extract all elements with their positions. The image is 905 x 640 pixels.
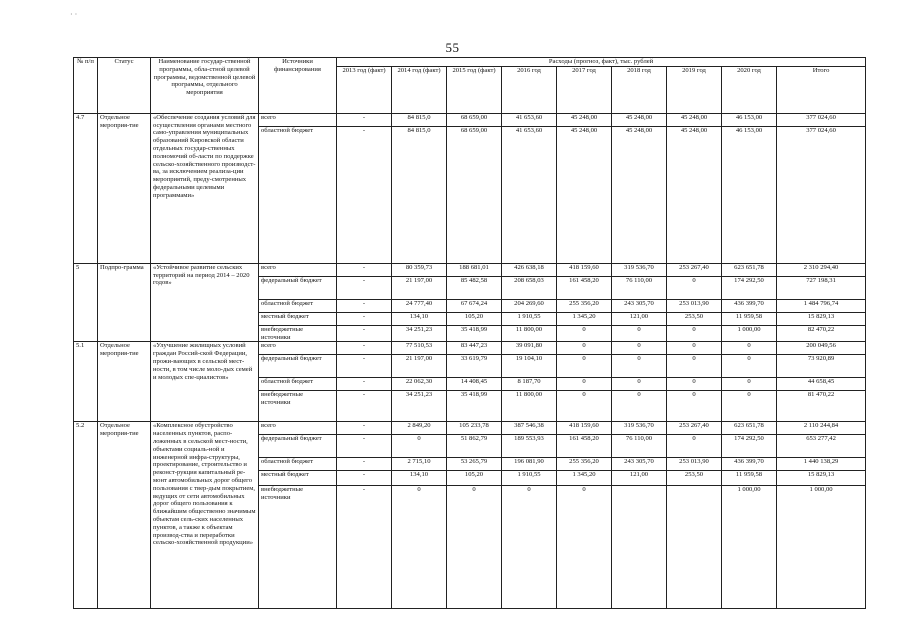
row-value: 1 000,00 xyxy=(722,486,777,609)
table-row xyxy=(74,422,866,435)
row-source: всего xyxy=(259,113,337,126)
row-value: 35 418,99 xyxy=(447,391,502,422)
row-value: 68 659,00 xyxy=(447,113,502,126)
row-value: 2 849,20 xyxy=(392,422,447,435)
row-value: 45 248,00 xyxy=(667,126,722,263)
row-name: «Устойчивое развитие сельских территорий на период 2014 – 2020 годов» xyxy=(151,263,259,342)
row-source: федеральный бюджет xyxy=(259,435,337,458)
row-value: 14 408,45 xyxy=(447,378,502,391)
row-value: - xyxy=(337,276,392,299)
row-source: областной бюджет xyxy=(259,378,337,391)
row-value: 1 000,00 xyxy=(777,486,866,609)
header-year: 2015 год (факт) xyxy=(447,66,502,113)
row-value: 24 777,40 xyxy=(392,299,447,312)
row-value: 22 062,30 xyxy=(392,378,447,391)
row-value: 105,20 xyxy=(447,471,502,486)
row-value: 0 xyxy=(667,342,722,355)
row-value: 45 248,00 xyxy=(612,113,667,126)
row-value: 105 233,78 xyxy=(447,422,502,435)
row-value: 174 292,50 xyxy=(722,435,777,458)
row-value: 319 536,70 xyxy=(612,422,667,435)
row-value: 85 482,58 xyxy=(447,276,502,299)
row-code: 5 xyxy=(74,263,98,342)
row-value: 0 xyxy=(612,378,667,391)
row-value: 0 xyxy=(667,276,722,299)
row-value: 253,50 xyxy=(667,471,722,486)
row-value: 11 800,00 xyxy=(502,391,557,422)
row-value: 319 536,70 xyxy=(612,263,667,276)
header-num: № п/п xyxy=(74,58,98,114)
row-value: 2 110 244,84 xyxy=(777,422,866,435)
row-value: 41 653,60 xyxy=(502,113,557,126)
row-value: 11 959,58 xyxy=(722,312,777,325)
header-year: 2013 год (факт) xyxy=(337,66,392,113)
row-value: - xyxy=(337,355,392,378)
row-value: 0 xyxy=(612,391,667,422)
row-value: 0 xyxy=(557,355,612,378)
row-value: 35 418,99 xyxy=(447,325,502,342)
row-status: Отдельное мероприя-тие xyxy=(98,342,151,422)
table-row xyxy=(74,342,866,355)
header-status: Статус xyxy=(98,58,151,114)
row-value: 0 xyxy=(447,486,502,609)
row-value: - xyxy=(337,458,392,471)
row-code: 4.7 xyxy=(74,113,98,263)
row-value: 161 458,20 xyxy=(557,435,612,458)
row-value: 121,00 xyxy=(612,471,667,486)
row-value: 253 267,40 xyxy=(667,263,722,276)
row-value: 45 248,00 xyxy=(667,113,722,126)
row-value: 0 xyxy=(612,325,667,342)
row-value: 0 xyxy=(722,378,777,391)
row-value: 77 510,53 xyxy=(392,342,447,355)
row-value: 196 081,90 xyxy=(502,458,557,471)
row-value: 11 800,00 xyxy=(502,325,557,342)
row-value: 1 484 796,74 xyxy=(777,299,866,312)
row-value: 76 110,00 xyxy=(612,435,667,458)
row-value: 377 024,60 xyxy=(777,126,866,263)
row-value: 653 277,42 xyxy=(777,435,866,458)
row-value: - xyxy=(337,422,392,435)
row-value: 0 xyxy=(667,378,722,391)
row-value: 204 269,60 xyxy=(502,299,557,312)
budget-table xyxy=(73,57,866,609)
row-source: федеральный бюджет xyxy=(259,355,337,378)
row-value: 105,20 xyxy=(447,312,502,325)
row-value: 41 653,60 xyxy=(502,126,557,263)
row-value: - xyxy=(337,435,392,458)
row-value: 84 815,0 xyxy=(392,113,447,126)
row-value: 1 440 138,29 xyxy=(777,458,866,471)
row-value: 0 xyxy=(667,355,722,378)
row-value: 253 013,90 xyxy=(667,299,722,312)
row-value: 80 359,73 xyxy=(392,263,447,276)
row-value: 208 658,03 xyxy=(502,276,557,299)
row-source: федеральный бюджет xyxy=(259,276,337,299)
row-value: 189 553,93 xyxy=(502,435,557,458)
row-value xyxy=(667,486,722,609)
row-source: местный бюджет xyxy=(259,471,337,486)
row-value: 253,50 xyxy=(667,312,722,325)
row-value: 67 674,24 xyxy=(447,299,502,312)
row-value: - xyxy=(337,378,392,391)
row-value: 11 959,58 xyxy=(722,471,777,486)
row-source: внебюджетные источники xyxy=(259,391,337,422)
row-value: 45 248,00 xyxy=(557,126,612,263)
row-status: Подпро-грамма xyxy=(98,263,151,342)
row-value: 0 xyxy=(667,391,722,422)
row-value: 34 251,23 xyxy=(392,325,447,342)
header-year: 2020 год xyxy=(722,66,777,113)
row-source: всего xyxy=(259,422,337,435)
row-value: 81 470,22 xyxy=(777,391,866,422)
row-value: 82 470,22 xyxy=(777,325,866,342)
row-value: 134,10 xyxy=(392,471,447,486)
row-value: 623 651,78 xyxy=(722,422,777,435)
row-value: 0 xyxy=(722,391,777,422)
row-value: 2 310 294,40 xyxy=(777,263,866,276)
row-value: 51 862,79 xyxy=(447,435,502,458)
row-value: - xyxy=(337,126,392,263)
header-year: 2019 год xyxy=(667,66,722,113)
row-value: 377 024,60 xyxy=(777,113,866,126)
row-value: 1 910,55 xyxy=(502,312,557,325)
row-value: 418 159,60 xyxy=(557,263,612,276)
row-source: местный бюджет xyxy=(259,312,337,325)
row-value: - xyxy=(337,113,392,126)
row-value: 0 xyxy=(557,378,612,391)
row-value: 0 xyxy=(722,355,777,378)
row-value: 39 091,80 xyxy=(502,342,557,355)
row-source: внебюджетные источники xyxy=(259,486,337,609)
row-value: 200 049,56 xyxy=(777,342,866,355)
row-value: 426 638,18 xyxy=(502,263,557,276)
row-value: 0 xyxy=(722,342,777,355)
row-value xyxy=(612,486,667,609)
row-value: 0 xyxy=(667,325,722,342)
row-value: - xyxy=(337,325,392,342)
row-value: 436 399,70 xyxy=(722,299,777,312)
row-value: 34 251,23 xyxy=(392,391,447,422)
row-code: 5.1 xyxy=(74,342,98,422)
row-value: 418 159,60 xyxy=(557,422,612,435)
row-value: 387 546,38 xyxy=(502,422,557,435)
row-value: 73 920,89 xyxy=(777,355,866,378)
row-source: областной бюджет xyxy=(259,458,337,471)
table-row xyxy=(74,263,866,276)
row-source: внебюджетные источники xyxy=(259,325,337,342)
row-value: 8 187,70 xyxy=(502,378,557,391)
row-value: 243 305,70 xyxy=(612,299,667,312)
row-value: 44 658,45 xyxy=(777,378,866,391)
row-name: «Комплексное обустройство населенных пунктов, распо-ложенных в сельской мест-ности, объектами социаль-ной и инженерной инфра-структуры, проектирование, строительство и реконст-рукция капитальный ре-монт автомобильных дорог общего пользования с твер-дым покрытием, ведущих от сети автомобильных дорог общего пользования к ближайшим общественно значимым объектам сель-ских населенных пунктов, а также к объектам производ-ства и переработки сельско-хозяйственной продукции» xyxy=(151,422,259,609)
row-name: «Улучшение жилищных условий граждан Россий-ской Федерации, прожи-вающих в сельской мест-ности, в том числе моло-дых семей и молодых спе-циалистов» xyxy=(151,342,259,422)
row-value: 436 399,70 xyxy=(722,458,777,471)
row-value: 15 829,13 xyxy=(777,471,866,486)
row-value: 174 292,50 xyxy=(722,276,777,299)
header-sources: Источники финансирования xyxy=(259,58,337,114)
header-year: 2016 год xyxy=(502,66,557,113)
row-value: 19 104,10 xyxy=(502,355,557,378)
row-source: областной бюджет xyxy=(259,299,337,312)
row-value: - xyxy=(337,299,392,312)
row-status: Отдельное мероприя-тие xyxy=(98,422,151,609)
row-name: «Обеспечение создания условий для осуществления органами местного само-управления муниципальных образований Кировской области отдельных государ-ственных полномочий об-ласти по поддержке сельско-хозяйственного производст-ва, за исключением реализа-ции мероприятий, преду-смотренных федеральными целевыми программами» xyxy=(151,113,259,263)
row-value: - xyxy=(337,486,392,609)
row-value: 121,00 xyxy=(612,312,667,325)
row-value: 0 xyxy=(502,486,557,609)
header-year: 2017 год xyxy=(557,66,612,113)
row-value: 0 xyxy=(557,342,612,355)
header-year: 2018 год xyxy=(612,66,667,113)
header-year: 2014 год (факт) xyxy=(392,66,447,113)
header-expenses: Расходы (прогноз, факт), тыс. рублей xyxy=(337,58,866,67)
row-value: 0 xyxy=(392,435,447,458)
row-value: 46 153,00 xyxy=(722,113,777,126)
row-value: 83 447,23 xyxy=(447,342,502,355)
table-row xyxy=(74,113,866,126)
row-value: - xyxy=(337,342,392,355)
row-value: - xyxy=(337,263,392,276)
row-value: 53 265,79 xyxy=(447,458,502,471)
row-value: 45 248,00 xyxy=(557,113,612,126)
row-value: 255 356,20 xyxy=(557,458,612,471)
row-value: 0 xyxy=(612,342,667,355)
table-body xyxy=(74,113,866,609)
row-value: 33 619,79 xyxy=(447,355,502,378)
row-value: 21 197,00 xyxy=(392,355,447,378)
header-year: Итого xyxy=(777,66,866,113)
row-value: 253 267,40 xyxy=(667,422,722,435)
row-value: - xyxy=(337,471,392,486)
row-value: 1 000,00 xyxy=(722,325,777,342)
row-value: 76 110,00 xyxy=(612,276,667,299)
row-value: 134,10 xyxy=(392,312,447,325)
row-value: 161 458,20 xyxy=(557,276,612,299)
row-status: Отдельное мероприя-тие xyxy=(98,113,151,263)
row-value: 727 198,31 xyxy=(777,276,866,299)
row-code: 5.2 xyxy=(74,422,98,609)
row-value: 46 153,00 xyxy=(722,126,777,263)
row-value: 255 356,20 xyxy=(557,299,612,312)
row-value: 45 248,00 xyxy=(612,126,667,263)
row-value: 2 715,10 xyxy=(392,458,447,471)
header-name: Наименование государ-ственной программы, обла-стной целевой программы, ведомственной целевой программы, отдельного мероприятия xyxy=(151,58,259,114)
row-value: 84 815,0 xyxy=(392,126,447,263)
row-value: 1 345,20 xyxy=(557,312,612,325)
row-source: всего xyxy=(259,342,337,355)
row-value: 0 xyxy=(557,486,612,609)
row-value: 0 xyxy=(557,325,612,342)
row-value: 0 xyxy=(612,355,667,378)
row-value: - xyxy=(337,391,392,422)
scan-dots: · · xyxy=(70,10,78,19)
table-header xyxy=(74,58,866,114)
row-value: 623 651,78 xyxy=(722,263,777,276)
row-source: всего xyxy=(259,263,337,276)
row-value: 1 345,20 xyxy=(557,471,612,486)
row-value: 1 910,55 xyxy=(502,471,557,486)
row-value: 243 305,70 xyxy=(612,458,667,471)
page-number: 55 xyxy=(445,40,460,55)
row-value: 68 659,00 xyxy=(447,126,502,263)
row-value: 21 197,00 xyxy=(392,276,447,299)
row-value: 188 681,01 xyxy=(447,263,502,276)
row-value: 0 xyxy=(392,486,447,609)
row-value: 0 xyxy=(557,391,612,422)
row-value: - xyxy=(337,312,392,325)
row-value: 0 xyxy=(667,435,722,458)
row-value: 15 829,13 xyxy=(777,312,866,325)
row-source: областной бюджет xyxy=(259,126,337,263)
row-value: 253 013,90 xyxy=(667,458,722,471)
